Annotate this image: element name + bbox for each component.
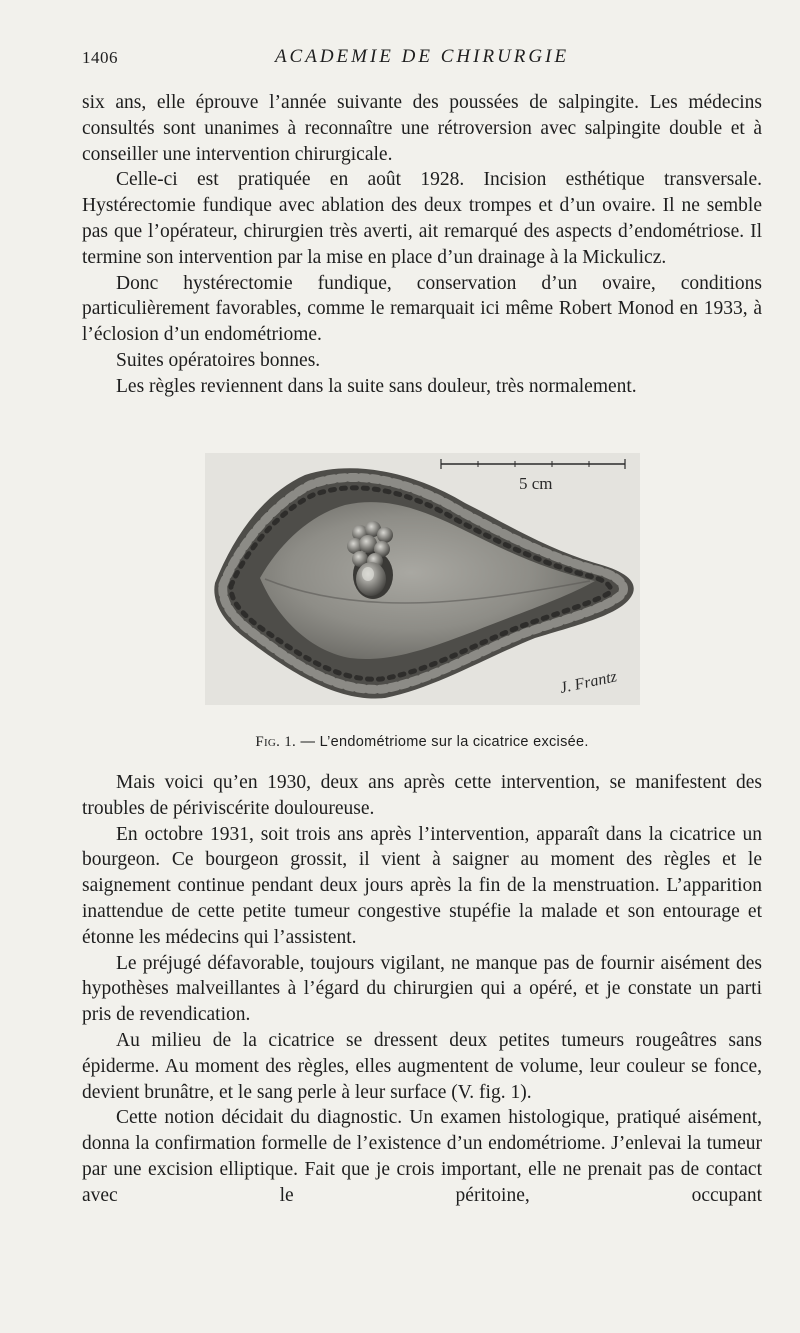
paragraph: Celle-ci est pratiquée en août 1928. Incision esthétique transversale. Hystérectomie fundique avec ablation des deux trompes et d’un ovaire. Il ne semble pas que l’opérateur, chirurgien très averti, ait remarqué des aspects d’endométriose. Il termine son intervention par la mise en place d’un drainage à la Mickulicz.: [82, 169, 762, 268]
page-header: [82, 44, 762, 74]
paragraph: Mais voici qu’en 1930, deux ans après cette intervention, se manifestent des troubles de périviscérite douloureuse.: [82, 772, 762, 819]
paragraph: En octobre 1931, soit trois ans après l’intervention, apparaît dans la cicatrice un bourgeon. Ce bourgeon grossit, il vient à saigner au moment des règles et le saignement continue pendant deux jours après la fin de la menstruation. L’apparition inattendue de cette petite tumeur congestive stupéfie la malade et son entourage et étonne les médecins qui l’assistent.: [82, 823, 762, 948]
figure-illustration: [205, 453, 640, 705]
scale-label: 5 cm: [519, 474, 553, 493]
figure-label: Fig. 1.: [255, 734, 297, 750]
page-number: 1406: [82, 48, 118, 67]
paragraph: Au milieu de la cicatrice se dressent deux petites tumeurs rougeâtres sans épiderme. Au moment des règles, elles augmentent de volume, leur couleur se fonce, devient brunâtre, et le sang perle à leur surface (V. fig. 1).: [82, 1029, 762, 1103]
paragraph: Les règles reviennent dans la suite sans douleur, très normalement.: [116, 375, 637, 397]
paragraph: Donc hystérectomie fundique, conservation d’un ovaire, conditions particulièrement favorables, comme le remarquait ici même Robert Monod en 1933, à l’éclosion d’un endométriome.: [82, 272, 762, 346]
running-title: ACADEMIE DE CHIRURGIE: [274, 46, 570, 67]
figure-caption: [82, 734, 762, 751]
body-text-bottom: [82, 770, 762, 1209]
body-text-top: [82, 90, 762, 400]
paragraph: Cette notion décidait du diagnostic. Un examen histologique, pratiqué aisément, donna la confirmation formelle de l’existence d’un endométriome. J’enlevai la tumeur par une excision elliptique. Fait que je crois important, elle ne prenait pas de contact avec le péritoine, occupant: [82, 1107, 762, 1206]
figure-caption-text: — L’endométriome sur la cicatrice excisée.: [300, 734, 589, 750]
artist-signature: J. Frantz: [558, 668, 619, 697]
paragraph: Suites opératoires bonnes.: [116, 349, 321, 371]
paragraph: Le préjugé défavorable, toujours vigilant, ne manque pas de fournir aisément des hypothèses malveillantes à l’égard du chirurgien qui a opéré, et je constate un parti pris de revendication.: [82, 952, 762, 1026]
specimen-drawing: [205, 453, 640, 705]
paragraph: six ans, elle éprouve l’année suivante des poussées de salpingite. Les médecins consultés sont unanimes à reconnaître une rétroversion avec salpingite double et à conseiller une intervention chirurgicale.: [82, 92, 762, 165]
